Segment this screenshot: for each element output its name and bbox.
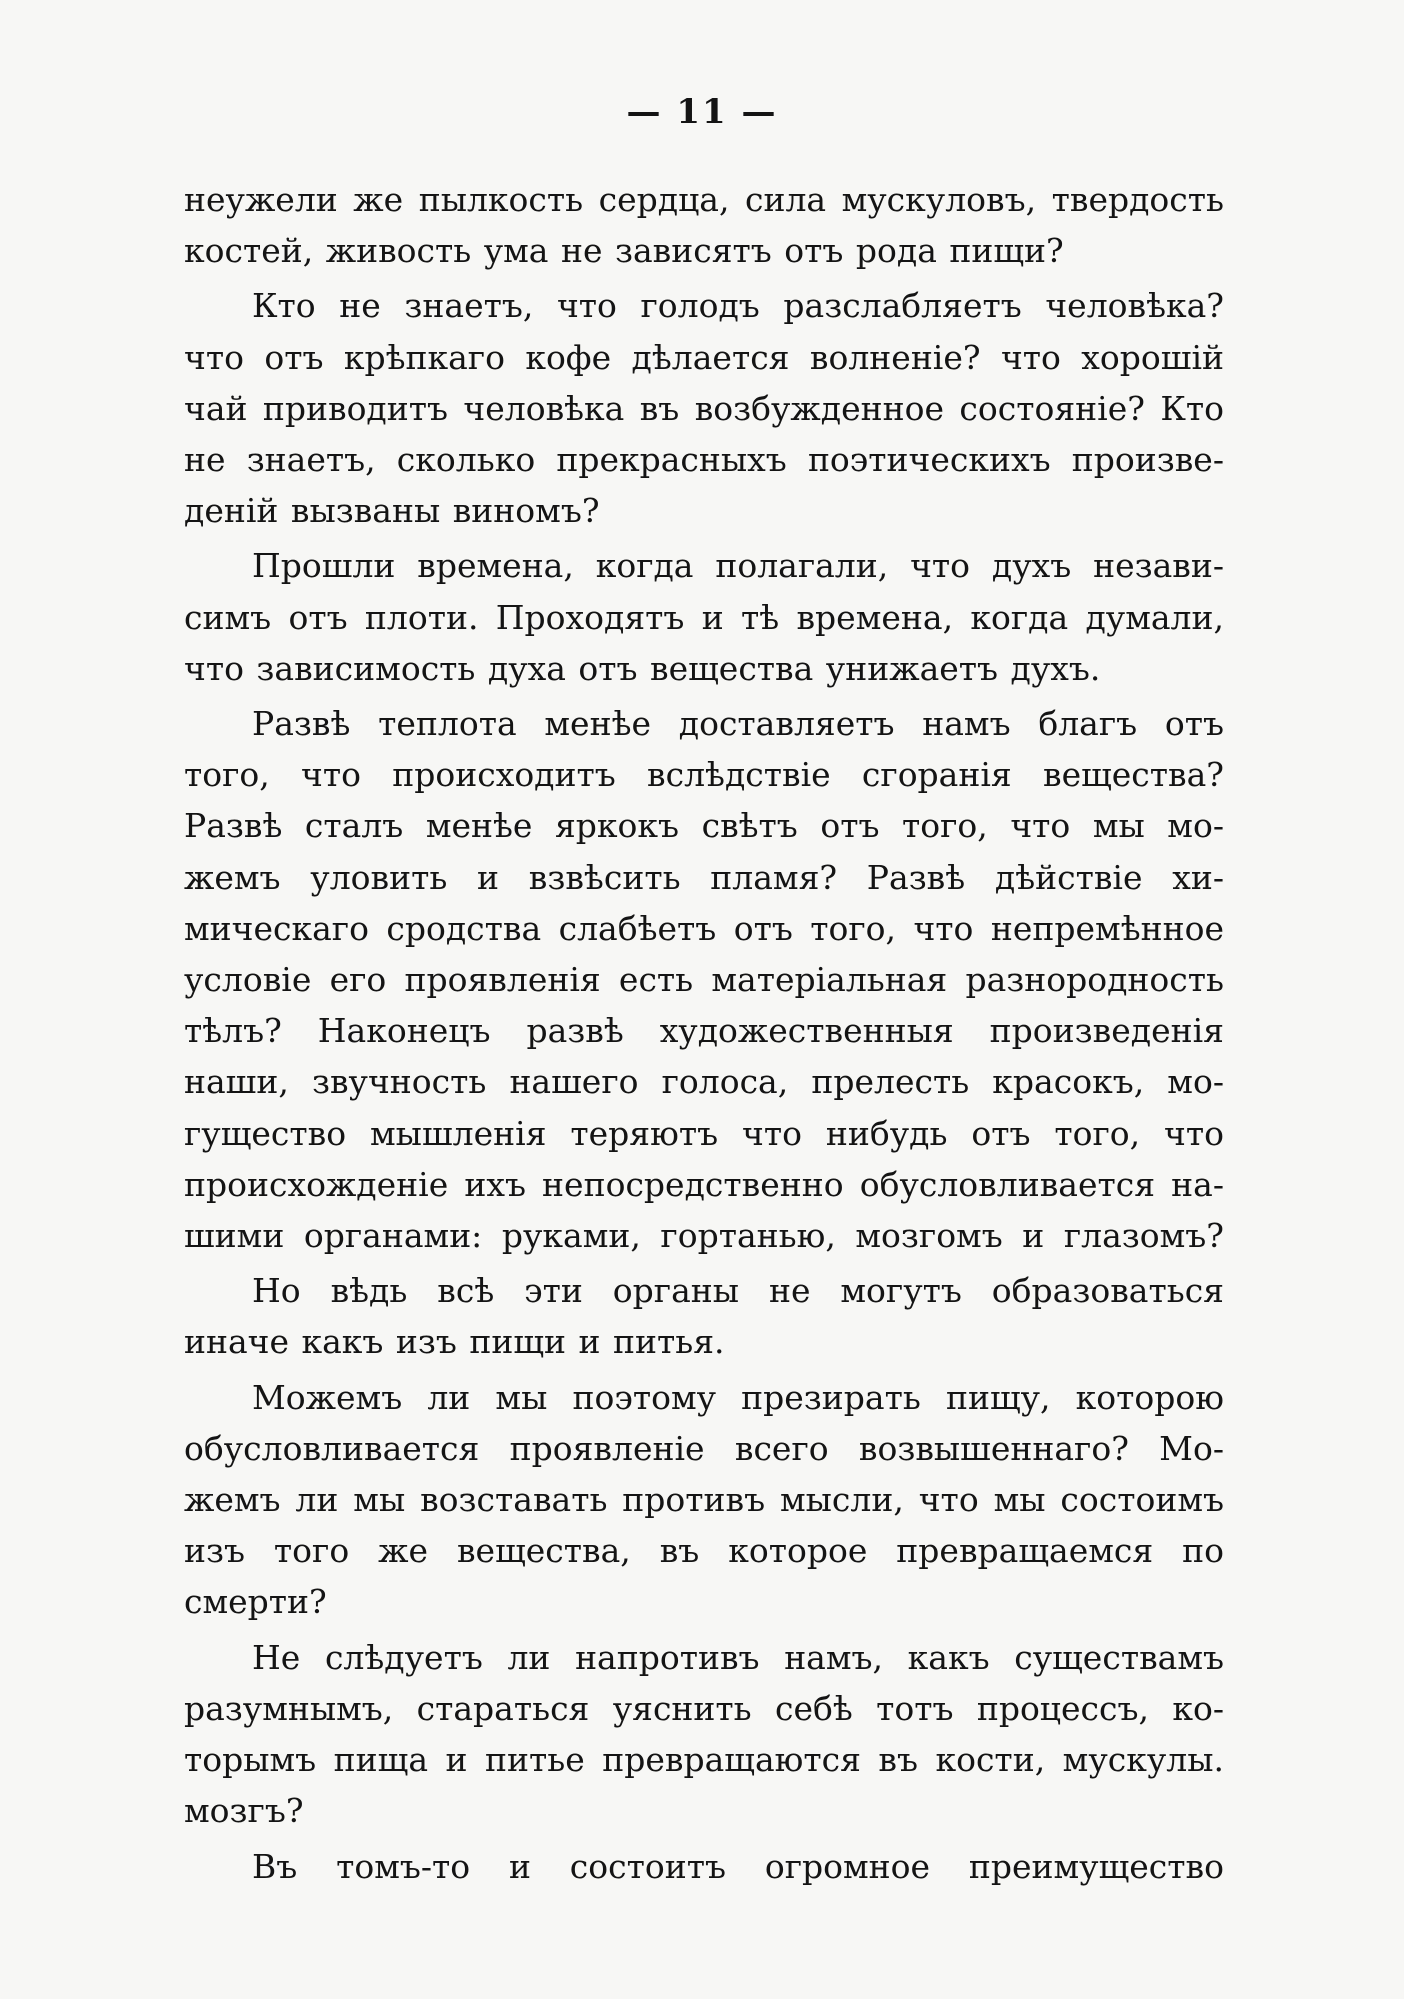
text-line: жемъ уловить и взвѣсить пламя? Развѣ дѣйствіе хи- [184, 857, 1224, 897]
text-line: мозгъ? [184, 1791, 304, 1831]
text-line: того, что происходитъ вслѣдствіе сгоранія вещества? [184, 755, 1224, 795]
paragraph-3 [184, 540, 1224, 694]
text-line: мическаго сродства слабѣетъ отъ того, что непремѣнное [184, 908, 1224, 948]
text-line: наши, звучность нашего голоса, прелесть красокъ, мо- [184, 1062, 1224, 1102]
text-line: Кто не знаетъ, что голодъ разслабляетъ человѣка? [252, 286, 1224, 326]
text-line: жемъ ли мы возставать противъ мысли, что мы состоимъ [184, 1480, 1224, 1520]
paragraph-4 [184, 698, 1224, 1261]
text-line: неужели же пылкость сердца, сила мускуловъ, твердость [184, 180, 1224, 219]
text-line: изъ того же вещества, въ которое превращаемся по [184, 1531, 1224, 1571]
text-line: Не слѣдуетъ ли напротивъ намъ, какъ существамъ [252, 1637, 1224, 1677]
text-line: гущество мышленія теряютъ что нибудь отъ того, что [184, 1113, 1224, 1153]
paragraph-6 [184, 1372, 1224, 1628]
text-line: условіе его проявленія есть матеріальная разнородность [184, 960, 1224, 1000]
text-line: шими органами: руками, гортанью, мозгомъ и глазомъ? [184, 1216, 1224, 1256]
paragraph-2 [184, 280, 1224, 536]
text-line: обусловливается проявленіе всего возвышеннаго? Мо- [184, 1428, 1224, 1468]
page-text [184, 174, 1224, 1896]
text-line: Но вѣдь всѣ эти органы не могутъ образоваться [252, 1271, 1224, 1311]
text-line: Можемъ ли мы поэтому презирать пищу, которою [252, 1377, 1224, 1417]
text-line: симъ отъ плоти. Проходятъ и тѣ времена, когда думали, [184, 597, 1224, 637]
text-line: разумнымъ, стараться уяснить себѣ тотъ процессъ, ко- [184, 1688, 1224, 1728]
text-line: что отъ крѣпкаго кофе дѣлается волненіе? что хорошій [184, 337, 1224, 377]
text-line: Въ томъ-то и состоитъ огромное преимущество [252, 1846, 1224, 1886]
text-line: тѣлъ? Наконецъ развѣ художественныя произведенія [184, 1011, 1224, 1051]
paragraph-1 [184, 174, 1224, 276]
page-number: — 11 — [626, 92, 778, 132]
paragraph-5 [184, 1265, 1224, 1367]
text-line: торымъ пища и питье превращаются въ кости, мускулы. [184, 1740, 1224, 1780]
text-line: деній вызваны виномъ? [184, 491, 600, 531]
paragraph-7 [184, 1632, 1224, 1837]
text-line: Прошли времена, когда полагали, что духъ незави- [252, 546, 1224, 586]
text-line: иначе какъ изъ пищи и питья. [184, 1322, 725, 1362]
text-line: происхожденіе ихъ непосредственно обусловливается на- [184, 1164, 1224, 1204]
text-line: что зависимость духа отъ вещества унижаетъ духъ. [184, 648, 1101, 688]
text-line: не знаетъ, сколько прекрасныхъ поэтическихъ произве- [184, 440, 1224, 480]
text-line: смерти? [184, 1582, 327, 1622]
text-line: Развѣ сталъ менѣе яркокъ свѣтъ отъ того, что мы мо- [184, 806, 1224, 846]
text-line: чай приводитъ человѣка въ возбужденное состояніе? Кто [184, 388, 1224, 428]
text-line: Развѣ теплота менѣе доставляетъ намъ благъ отъ [252, 704, 1224, 744]
paragraph-8 [184, 1841, 1224, 1892]
text-line: костей, живость ума не зависятъ отъ рода пищи? [184, 231, 1064, 271]
